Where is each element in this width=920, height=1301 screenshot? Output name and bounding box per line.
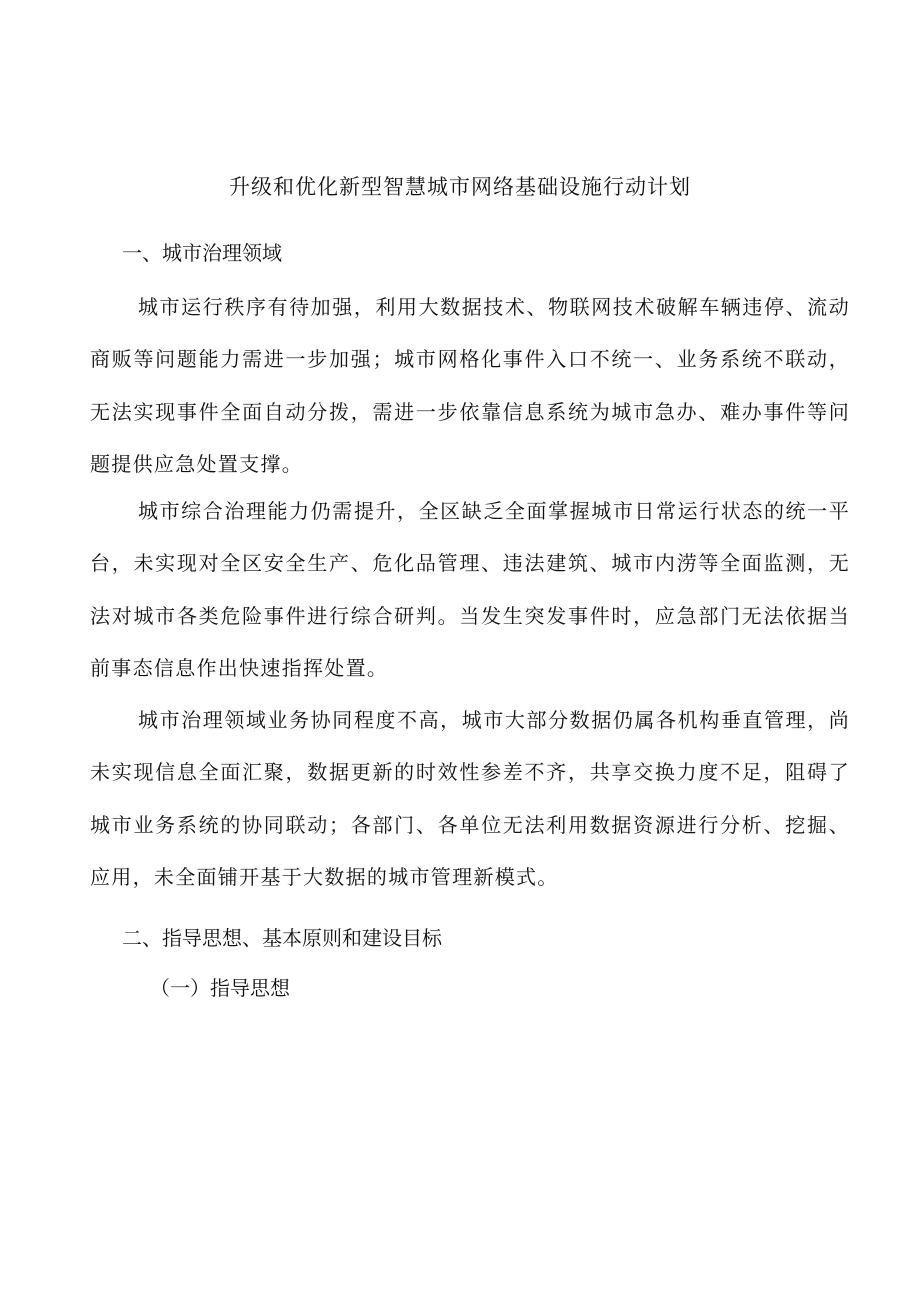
section-heading-guiding-principles: 二、指导思想、基本原则和建设目标 (122, 926, 442, 950)
subsection-heading-guiding-ideology: （一）指导思想 (150, 976, 290, 1000)
paragraph-business-collaboration: 城市治理领域业务协同程度不高，城市大部分数据仍属各机构垂直管理，尚未实现信息全面汇聚，数据更新的时效性参差不齐，共享交换力度不足，阻碍了城市业务系统的协同联动；各部门、各单位无法利用数据资源进行分析、挖掘、应用，未全面铺开基于大数据的城市管理新模式。 (90, 708, 850, 890)
paragraph-governance-capability: 城市综合治理能力仍需提升，全区缺乏全面掌握城市日常运行状态的统一平台，未实现对全区安全生产、危化品管理、违法建筑、城市内涝等全面监测，无法对城市各类危险事件进行综合研判。当发生突发事件时，应急部门无法依据当前事态信息作出快速指挥处置。 (90, 499, 850, 681)
section-heading-city-governance: 一、城市治理领域 (122, 241, 282, 265)
paragraph-operation-order: 城市运行秩序有待加强，利用大数据技术、物联网技术破解车辆违停、流动商贩等问题能力需进一步加强；城市网格化事件入口不统一、业务系统不联动，无法实现事件全面自动分拨，需进一步依靠信息系统为城市急办、难办事件等问题提供应急处置支撑。 (90, 295, 850, 477)
document-title: 升级和优化新型智慧城市网络基础设施行动计划 (229, 175, 691, 199)
